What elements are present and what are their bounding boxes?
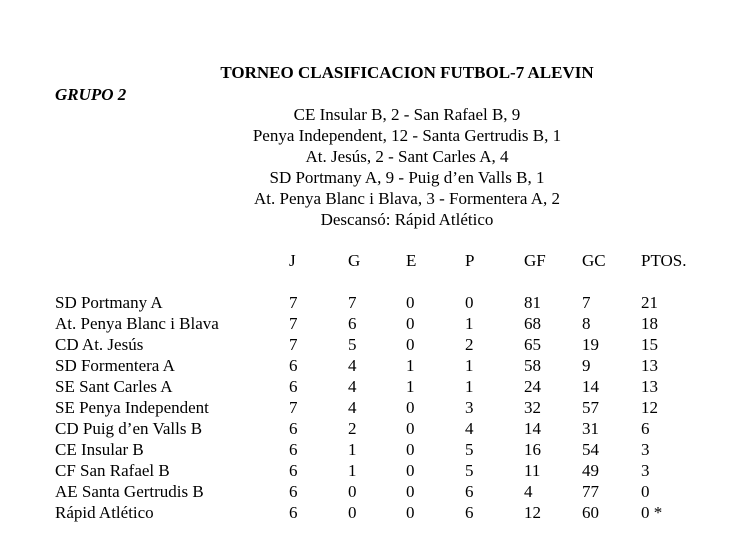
goals-for: 68 [524, 314, 541, 333]
match-result: At. Penya Blanc i Blava, 3 - Formentera A, 2 [254, 189, 560, 208]
played: 6 [289, 461, 298, 480]
table-row [0, 313, 739, 334]
won: 1 [348, 440, 357, 459]
goals-against: 8 [582, 314, 591, 333]
points: 13 [641, 377, 658, 396]
won: 7 [348, 293, 357, 312]
goals-for: 58 [524, 356, 541, 375]
points: 3 [641, 440, 650, 459]
won: 4 [348, 398, 357, 417]
played: 6 [289, 440, 298, 459]
played: 7 [289, 314, 298, 333]
drawn: 0 [406, 314, 415, 333]
points: 18 [641, 314, 658, 333]
drawn: 0 [406, 293, 415, 312]
lost: 3 [465, 398, 474, 417]
table-row [0, 355, 739, 376]
team-name: CD Puig d’en Valls B [55, 419, 203, 438]
goals-for: 65 [524, 335, 541, 354]
played: 6 [289, 503, 298, 522]
won: 6 [348, 314, 357, 333]
goals-against: 57 [582, 398, 599, 417]
drawn: 0 [406, 503, 415, 522]
lost: 1 [465, 356, 474, 375]
team-name: CF San Rafael B [55, 461, 170, 480]
goals-for: 24 [524, 377, 541, 396]
goals-against: 60 [582, 503, 599, 522]
header-gc: GC [582, 251, 606, 270]
goals-for: 16 [524, 440, 541, 459]
team-name: AE Santa Gertrudis B [55, 482, 204, 501]
points: 6 [641, 419, 650, 438]
header-j: J [289, 251, 296, 270]
table-row [0, 502, 739, 523]
drawn: 1 [406, 377, 415, 396]
won: 2 [348, 419, 357, 438]
played: 7 [289, 398, 298, 417]
goals-for: 81 [524, 293, 541, 312]
won: 4 [348, 377, 357, 396]
played: 6 [289, 482, 298, 501]
header-g: G [348, 251, 361, 270]
header-ptos: PTOS. [641, 251, 687, 270]
table-row [0, 292, 739, 313]
won: 5 [348, 335, 357, 354]
header-e: E [406, 251, 417, 270]
goals-for: 12 [524, 503, 541, 522]
played: 6 [289, 419, 298, 438]
lost: 6 [465, 482, 474, 501]
team-name: SE Sant Carles A [55, 377, 173, 396]
table-row [0, 376, 739, 397]
table-row [0, 334, 739, 355]
table-row [0, 481, 739, 502]
lost: 0 [465, 293, 474, 312]
team-name: CE Insular B [55, 440, 144, 459]
goals-for: 4 [524, 482, 533, 501]
team-name: CD At. Jesús [55, 335, 144, 354]
points: 0 * [641, 503, 663, 522]
points: 12 [641, 398, 658, 417]
played: 7 [289, 335, 298, 354]
table-row [0, 439, 739, 460]
points: 0 [641, 482, 650, 501]
match-result: CE Insular B, 2 - San Rafael B, 9 [293, 105, 521, 124]
team-name: SD Formentera A [55, 356, 175, 375]
goals-for: 14 [524, 419, 541, 438]
goals-against: 9 [582, 356, 591, 375]
drawn: 1 [406, 356, 415, 375]
table-row [0, 418, 739, 439]
lost: 1 [465, 377, 474, 396]
lost: 6 [465, 503, 474, 522]
goals-against: 54 [582, 440, 599, 459]
match-result: SD Portmany A, 9 - Puig d’en Valls B, 1 [269, 168, 545, 187]
header-gf: GF [524, 251, 546, 270]
goals-against: 14 [582, 377, 599, 396]
team-name: At. Penya Blanc i Blava [55, 314, 219, 333]
table-row [0, 460, 739, 481]
goals-against: 19 [582, 335, 599, 354]
won: 1 [348, 461, 357, 480]
document-title: TORNEO CLASIFICACION FUTBOL-7 ALEVIN [220, 63, 594, 82]
drawn: 0 [406, 482, 415, 501]
group-heading: GRUPO 2 [55, 85, 127, 104]
goals-against: 31 [582, 419, 599, 438]
drawn: 0 [406, 335, 415, 354]
played: 7 [289, 293, 298, 312]
lost: 2 [465, 335, 474, 354]
drawn: 0 [406, 398, 415, 417]
match-result: Penya Independent, 12 - Santa Gertrudis B, 1 [252, 126, 562, 145]
lost: 5 [465, 461, 474, 480]
drawn: 0 [406, 419, 415, 438]
drawn: 0 [406, 440, 415, 459]
points: 15 [641, 335, 658, 354]
match-result: At. Jesús, 2 - Sant Carles A, 4 [305, 147, 509, 166]
points: 3 [641, 461, 650, 480]
rest-team-note: Descansó: Rápid Atlético [320, 210, 494, 229]
goals-for: 32 [524, 398, 541, 417]
won: 0 [348, 482, 357, 501]
lost: 1 [465, 314, 474, 333]
team-name: Rápid Atlético [55, 503, 154, 522]
won: 0 [348, 503, 357, 522]
team-name: SE Penya Independent [55, 398, 209, 417]
goals-for: 11 [524, 461, 541, 480]
points: 21 [641, 293, 658, 312]
header-p: P [465, 251, 475, 270]
match-results [0, 104, 739, 230]
drawn: 0 [406, 461, 415, 480]
played: 6 [289, 377, 298, 396]
points: 13 [641, 356, 658, 375]
lost: 5 [465, 440, 474, 459]
team-name: SD Portmany A [55, 293, 163, 312]
won: 4 [348, 356, 357, 375]
played: 6 [289, 356, 298, 375]
goals-against: 7 [582, 293, 591, 312]
table-row [0, 397, 739, 418]
goals-against: 49 [582, 461, 599, 480]
table-header [0, 250, 739, 271]
goals-against: 77 [582, 482, 599, 501]
lost: 4 [465, 419, 474, 438]
